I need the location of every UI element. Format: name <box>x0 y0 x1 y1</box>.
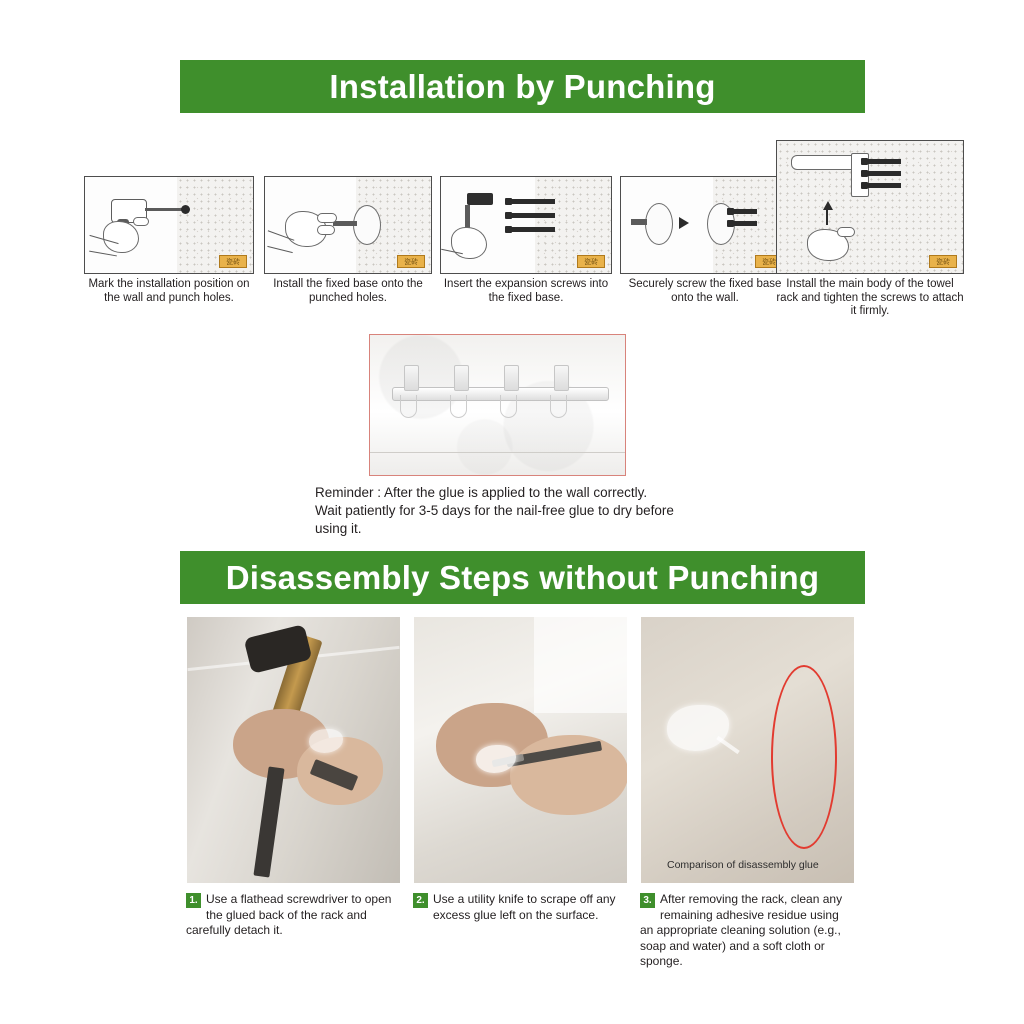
disassembly-photo-1 <box>186 616 401 884</box>
hook-top-4 <box>554 365 569 391</box>
screwdriver-icon <box>253 766 284 877</box>
disassembly-caption-3-text: After removing the rack, clean any remaining adhesive residue using an appropriate cleaning solution (e.g., soap and water) and a soft cloth or sponge. <box>640 892 843 968</box>
install-step-2-illustration <box>264 176 432 274</box>
banner-installation-by-punching <box>180 60 865 113</box>
disassembly-caption-2 <box>413 892 626 923</box>
disassembly-caption-1 <box>186 892 399 939</box>
install-step-1 <box>84 140 254 305</box>
hammer-head-icon <box>467 193 493 205</box>
expansion-screw-2 <box>511 213 555 218</box>
step-number-badge-1: 1. <box>186 893 201 908</box>
banner-disassembly-steps <box>180 551 865 604</box>
rack-screw-2 <box>867 171 901 176</box>
arrow-up-stem <box>826 209 828 225</box>
forearm-line-2 <box>267 246 293 254</box>
photo-3-caption: Comparison of disassembly glue <box>667 859 819 871</box>
fixed-base-icon <box>353 205 381 245</box>
finger-icon <box>837 227 855 237</box>
install-step-4 <box>620 140 790 305</box>
hook-2 <box>450 395 467 418</box>
reminder-line-1: Reminder : After the glue is applied to the wall correctly. <box>315 485 648 500</box>
arrow-up-icon <box>823 201 833 210</box>
install-step-4-caption: Securely screw the fixed base onto the wall. <box>628 278 782 304</box>
hook-top-1 <box>404 365 419 391</box>
banner-disassembly-title: Disassembly Steps without Punching <box>225 558 820 596</box>
step-number-badge-3: 3. <box>640 893 655 908</box>
hook-3 <box>500 395 517 418</box>
tile-label: 瓷砖 <box>577 255 605 268</box>
disassembly-caption-2-text: Use a utility knife to scrape off any excess glue left on the surface. <box>433 892 616 922</box>
finger-icon <box>133 217 149 226</box>
reminder-text <box>315 484 735 538</box>
base-stem <box>333 221 357 226</box>
glue-smear <box>716 736 740 754</box>
shelf-line <box>370 452 625 453</box>
install-step-1-caption: Mark the installation position on the wall and punch holes. <box>88 278 250 304</box>
disassembly-caption-3 <box>640 892 853 970</box>
installed-product-photo <box>369 334 626 476</box>
reminder-line-2: Wait patiently for 3-5 days for the nail-free glue to dry before <box>315 503 674 518</box>
comparison-ellipse-marker <box>771 665 837 849</box>
install-step-5 <box>776 140 964 319</box>
hook-4 <box>550 395 567 418</box>
install-step-3 <box>440 140 612 305</box>
drill-bit <box>145 208 183 211</box>
hook-1 <box>400 395 417 418</box>
hook-top-3 <box>504 365 519 391</box>
install-step-2-caption: Install the fixed base onto the punched holes. <box>273 278 423 304</box>
screw-1 <box>733 209 757 214</box>
install-step-4-illustration <box>620 176 790 274</box>
tile-label: 瓷砖 <box>397 255 425 268</box>
tile-label: 瓷砖 <box>929 255 957 268</box>
hand-icon <box>103 221 139 253</box>
hook-top-2 <box>454 365 469 391</box>
reminder-line-3: using it. <box>315 521 362 536</box>
base-stem <box>631 219 647 225</box>
install-step-1-illustration <box>84 176 254 274</box>
install-step-5-caption: Install the main body of the towel rack and tighten the screws to attach it firmly. <box>776 278 964 317</box>
install-step-2 <box>264 140 432 305</box>
expansion-screw-3 <box>511 227 555 232</box>
glue-residue-left <box>667 705 729 751</box>
hand-icon <box>451 227 487 259</box>
rack-screw-3 <box>867 183 901 188</box>
install-step-3-caption: Insert the expansion screws into the fixed base. <box>443 278 609 304</box>
screw-2 <box>733 221 757 226</box>
arrow-right-icon <box>679 217 689 229</box>
finger-icon <box>317 213 337 223</box>
disassembly-photo-2 <box>413 616 628 884</box>
step-number-badge-2: 2. <box>413 893 428 908</box>
window-light <box>534 617 628 713</box>
disassembly-photo-3 <box>640 616 855 884</box>
finger-icon-2 <box>317 225 335 235</box>
tile-label: 瓷砖 <box>219 255 247 268</box>
tile-label: 瓷砖 <box>755 255 783 268</box>
rack-screw-1 <box>867 159 901 164</box>
install-step-3-illustration <box>440 176 612 274</box>
fixed-base-icon <box>645 203 673 245</box>
disassembly-caption-1-text: Use a flathead screwdriver to open the glued back of the rack and carefully detach it. <box>186 892 392 937</box>
install-step-5-illustration <box>776 140 964 274</box>
banner-installation-title: Installation by Punching <box>329 67 716 105</box>
installation-steps-strip <box>84 140 964 330</box>
expansion-screw-1 <box>511 199 555 204</box>
drill-hole <box>181 205 190 214</box>
